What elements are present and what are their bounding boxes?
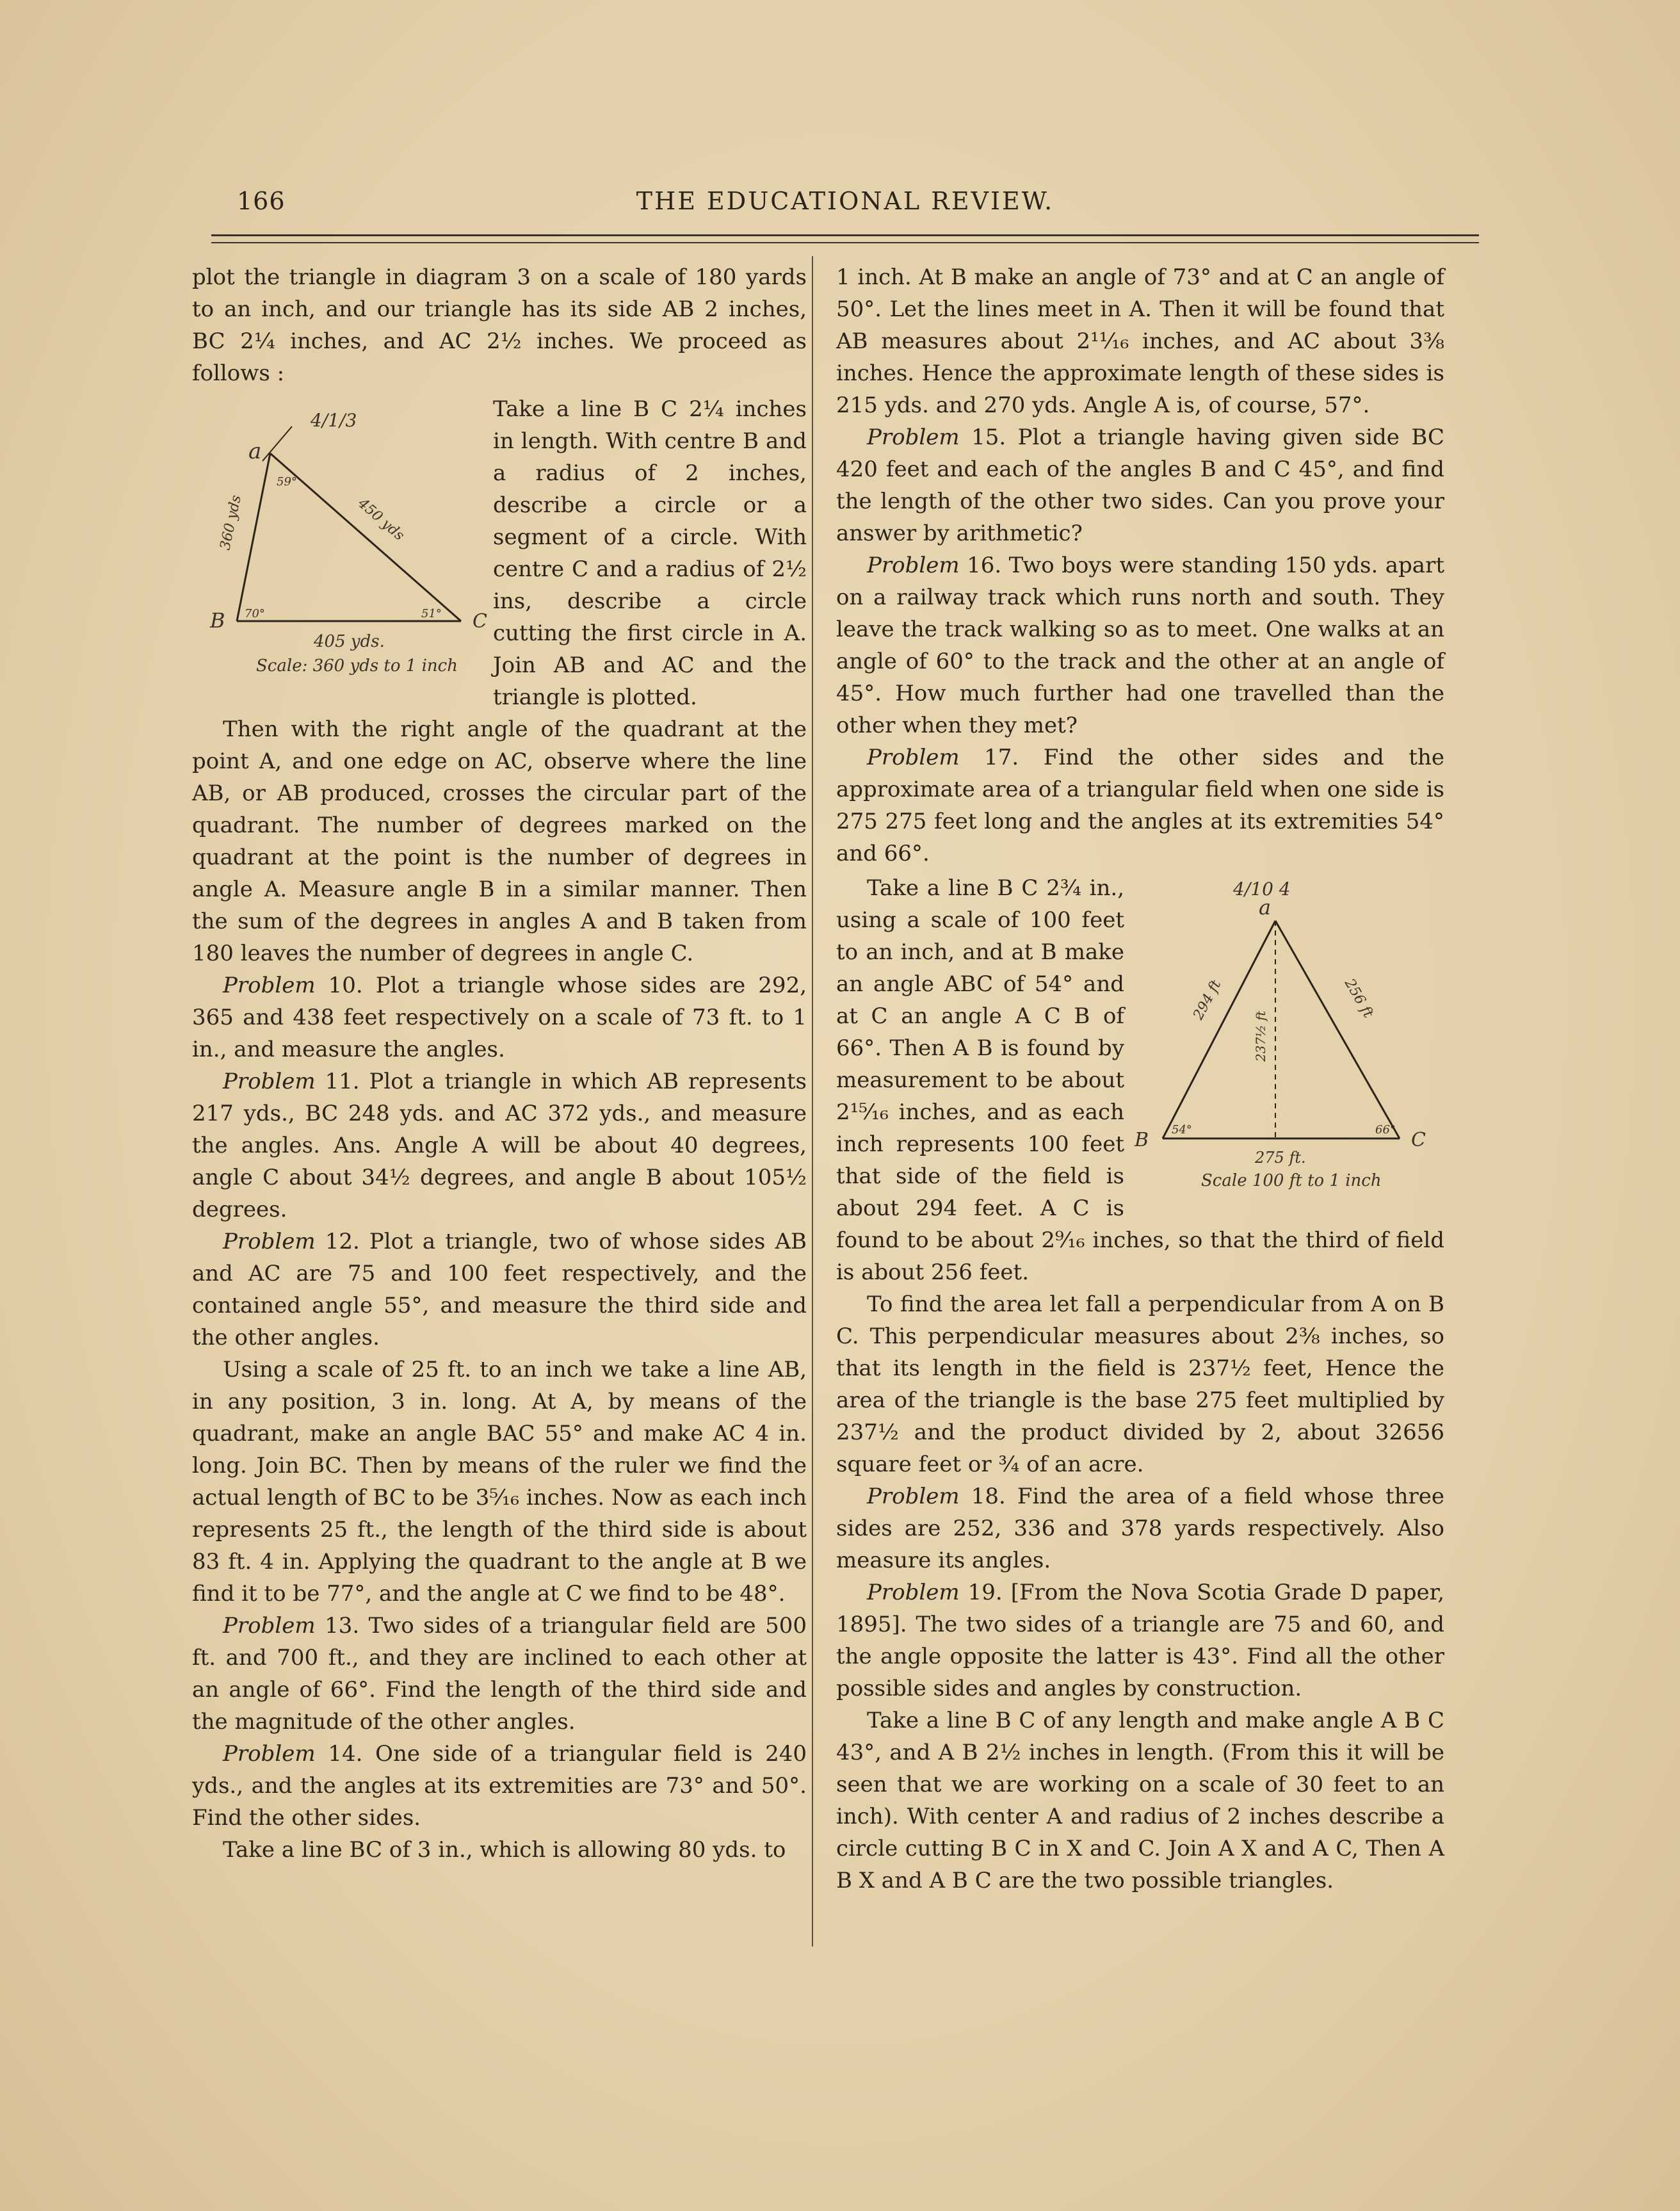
problem-text: 15. Plot a triangle having given side BC 420 feet and each of the angles B and C 45°, and find the length of the other two sides. Can you prove your answer by arithmetic? <box>836 425 1444 546</box>
problem-15 <box>836 421 1444 549</box>
figure-1 <box>192 389 493 709</box>
problem-label: Problem <box>223 1069 316 1094</box>
paragraph: 1 inch. At B make an angle of 73° and at C an angle of 50°. Let the lines meet in A. Then it will be found that AB measures about 2¹¹⁄₁₆ inches, and AC about 3⅜ inches. Hence the approximate length of these sides is 215 yds. and 270 yds. Angle A is, of course, 57°. <box>836 264 1444 418</box>
problem-text: 13. Two sides of a triangular field are 500 ft. and 700 ft., and they are inclined to each other at an angle of 66°. Find the length of the third side and the magnitude of the other angles. <box>192 1613 807 1735</box>
journal-title: THE EDUCATIONAL REVIEW. <box>636 187 1054 215</box>
page-number: 166 <box>237 187 286 215</box>
problem-label: Problem <box>867 1484 960 1509</box>
figure-1-side-ac: 450 yds <box>355 495 407 544</box>
figure-2-angle-b: 54° <box>1172 1123 1192 1137</box>
page-header <box>211 187 1479 225</box>
figure-1-angle-a: 59° <box>277 475 297 489</box>
problem-label: Problem <box>223 1229 316 1254</box>
figure-1-side-ab: 360 yds <box>217 494 245 552</box>
figure-1-block <box>192 389 807 713</box>
figure-1-side-bc: 405 yds. <box>314 632 385 651</box>
figure-1-angle-c: 51° <box>421 607 442 620</box>
paragraph: Take a line B C of any length and make angle A B C 43°, and A B 2½ inches in length. (From this it will be seen that we are working on a scale of 30 feet to an inch). With center A and radius of 2 inches describe a circle cutting B C in X and C. Join A X and A C, Then A B X and A B C are the two possible triangles. <box>836 1708 1444 1893</box>
figure-2-side-bc: 275 ft. <box>1255 1149 1306 1167</box>
problem-text: 14. One side of a triangular field is 240 yds., and the angles at its extremities are 73° and 50°. Find the other sides. <box>192 1741 807 1831</box>
problem-13 <box>192 1610 807 1738</box>
problem-label: Problem <box>867 745 960 770</box>
problem-label: Problem <box>867 1580 960 1605</box>
problem-12 <box>192 1226 807 1354</box>
figure-1-top-note: 4/1/3 <box>311 410 357 431</box>
figure-1-scale: Scale: 360 yds to 1 inch <box>256 656 458 676</box>
problem-text: 19. [From the Nova Scotia Grade D paper, 1895]. The two sides of a triangle are 75 and 60, and the angle opposite the latter is 43°. Find all the other possible sides and angles by construction. <box>836 1580 1445 1701</box>
figure-2-block <box>836 870 1444 1288</box>
paragraph: Take a line B C 2¼ inches in length. With centre B and a radius of 2 inches, describe a circle or a segment of a circle. With centre C and a radius of 2½ ins, describe a circle cutting the first circle in A. Join AB and AC and the triangle is plotted. <box>493 396 807 710</box>
problem-label: Problem <box>867 425 960 450</box>
problem-text: 16. Two boys were standing 150 yds. apart on a railway track which runs north and south. They leave the track walking so as to meet. One walks at an angle of 60° to the track and the other at an angle of 45°. How much further had one travelled than the other when they met? <box>836 553 1444 738</box>
problem-11 <box>192 1065 807 1226</box>
problem-text: 18. Find the area of a field whose three sides are 252, 336 and 378 yards respectively. Also measure its angles. <box>836 1484 1444 1573</box>
paragraph: Take a line B C 2¾ in., using a scale of 100 feet to an inch, and at B make an angle ABC of 54° and at C an angle A C B of 66°. Then A B is found by measurement to be about 2¹⁵⁄₁₆ inches, and as each inch represents 100 feet that side of the field is about 294 feet. A C is found to be about 2⁹⁄₁₆ inches, so that the third of field is about 256 feet. <box>836 875 1444 1285</box>
figure-2-top-note: 4/10 4 <box>1233 879 1291 900</box>
problem-text: 17. Find the other sides and the approximate area of a triangular field when one side is 275 275 feet long and the angles at its extremities 54° and 66°. <box>836 745 1444 866</box>
problem-18 <box>836 1480 1444 1576</box>
header-rule-top <box>211 234 1479 236</box>
problem-14 <box>192 1738 807 1834</box>
right-column <box>836 261 1444 1897</box>
problem-label: Problem <box>223 1741 316 1767</box>
problem-10 <box>192 969 807 1065</box>
figure-2-side-ab: 294 ft <box>1190 977 1225 1023</box>
figure-2-side-ac: 256 ft <box>1341 976 1377 1021</box>
figure-2-vertex-a: a <box>1259 895 1272 919</box>
figure-2-angle-c: 66° <box>1375 1123 1396 1137</box>
figure-2-vertex-b: B <box>1135 1129 1149 1151</box>
figure-2-height: 237½ ft <box>1253 1010 1268 1062</box>
problem-text: 11. Plot a triangle in which AB represents 217 yds., BC 248 yds. and AC 372 yds., and measure the angles. Ans. Angle A will be about 40 degrees, angle C about 34½ degrees, and angle B about 105½ degrees. <box>192 1069 807 1222</box>
paragraph: To find the area let fall a perpendicular from A on B C. This perpendicular measures about 2⅜ inches, so that its length in the field is 237½ feet, Hence the area of the triangle is the base 275 feet multiplied by 237½ and the product divided by 2, about 32656 square feet or ¾ of an acre. <box>836 1292 1444 1477</box>
figure-1-vertex-c: C <box>472 610 487 633</box>
figure-2-vertex-c: C <box>1411 1129 1426 1151</box>
paragraph: Then with the right angle of the quadrant at the point A, and one edge on AC, observe where the line AB, or AB produced, crosses the circular part of the quadrant. The number of degrees marked on the quadrant at the point is the number of degrees in angle A. Measure angle B in a similar manner. Then the sum of the degrees in angles A and B taken from 180 leaves the number of degrees in angle C. <box>192 717 807 966</box>
header-rule-bottom <box>211 242 1479 243</box>
problem-label: Problem <box>223 1613 316 1639</box>
problem-label: Problem <box>223 973 316 998</box>
problem-label: Problem <box>867 553 960 578</box>
paragraph: Take a line BC of 3 in., which is allowing 80 yds. to <box>223 1837 786 1863</box>
paragraph: plot the triangle in diagram 3 on a scale of 180 yards to an inch, and our triangle has its side AB 2 inches, BC 2¼ inches, and AC 2½ inches. We proceed as follows : <box>192 264 807 386</box>
figure-1-angle-b: 70° <box>245 607 265 620</box>
paragraph: Using a scale of 25 ft. to an inch we take a line AB, in any position, 3 in. long. At A, by means of the quadrant, make an angle BAC 55° and make AC 4 in. long. Join BC. Then by means of the ruler we find the actual length of BC to be 3⁵⁄₁₆ inches. Now as each inch represents 25 ft., the length of the third side is about 83 ft. 4 in. Applying the quadrant to the angle at B we find it to be 77°, and the angle at C we find to be 48°. <box>192 1357 807 1607</box>
column-divider <box>812 256 813 1947</box>
left-column <box>192 261 807 1866</box>
figure-1-drawing <box>192 389 493 709</box>
figure-2-drawing <box>1124 870 1444 1203</box>
figure-1-vertex-a: a <box>248 439 262 464</box>
problem-19 <box>836 1576 1444 1705</box>
problem-16 <box>836 549 1444 741</box>
problem-text: 12. Plot a triangle, two of whose sides AB and AC are 75 and 100 feet respectively, and the contained angle 55°, and measure the third side and the other angles. <box>192 1229 807 1350</box>
figure-2-scale: Scale 100 ft to 1 inch <box>1201 1171 1382 1190</box>
figure-1-vertex-b: B <box>210 608 225 633</box>
problem-text: 10. Plot a triangle whose sides are 292, 365 and 438 feet respectively on a scale of 73 ft. to 1 in., and measure the angles. <box>192 973 807 1062</box>
figure-2 <box>1124 870 1444 1203</box>
problem-17 <box>836 741 1444 870</box>
